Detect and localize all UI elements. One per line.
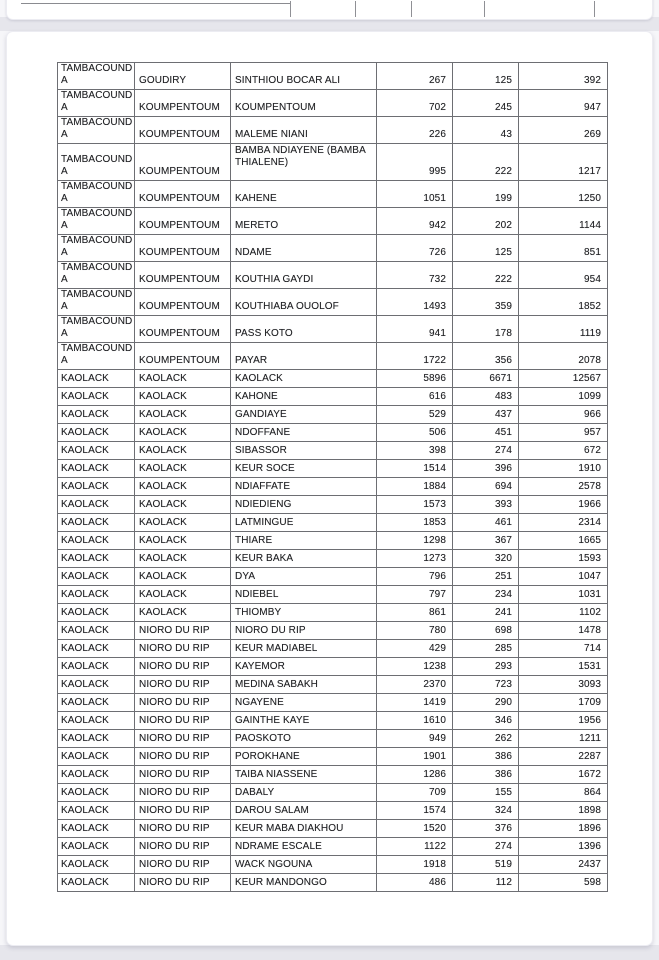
- cell-value-2: 519: [453, 856, 519, 874]
- table-row: [58, 604, 608, 622]
- cell-value-3: 864: [519, 784, 608, 802]
- cell-value-1: 529: [377, 406, 453, 424]
- table-row: [58, 550, 608, 568]
- cell-commune: MERETO: [231, 208, 377, 235]
- cell-region: KAOLACK: [58, 496, 135, 514]
- cell-value-2: 290: [453, 694, 519, 712]
- cell-value-1: 1273: [377, 550, 453, 568]
- table-row: [58, 532, 608, 550]
- cell-department: KAOLACK: [135, 496, 231, 514]
- cell-value-2: 694: [453, 478, 519, 496]
- table-row: [58, 424, 608, 442]
- table-row: [58, 496, 608, 514]
- cell-commune: KEUR BAKA: [231, 550, 377, 568]
- cell-value-3: 1047: [519, 568, 608, 586]
- cell-department: KOUMPENTOUM: [135, 316, 231, 343]
- table-row: [58, 874, 608, 892]
- data-table: [57, 62, 608, 892]
- table-row: [58, 712, 608, 730]
- cell-department: KOUMPENTOUM: [135, 90, 231, 117]
- cell-value-1: 429: [377, 640, 453, 658]
- table-row: [58, 730, 608, 748]
- cell-department: KAOLACK: [135, 568, 231, 586]
- cell-department: KAOLACK: [135, 460, 231, 478]
- cell-region: KAOLACK: [58, 856, 135, 874]
- cell-value-1: 1722: [377, 343, 453, 370]
- cell-value-3: 1966: [519, 496, 608, 514]
- cell-commune: KAHENE: [231, 181, 377, 208]
- cell-value-2: 393: [453, 496, 519, 514]
- cell-department: KAOLACK: [135, 442, 231, 460]
- cell-region: TAMBACOUNDA: [58, 316, 135, 343]
- cell-value-1: 1298: [377, 532, 453, 550]
- cell-department: KOUMPENTOUM: [135, 117, 231, 144]
- table-row: [58, 208, 608, 235]
- cell-value-2: 320: [453, 550, 519, 568]
- cell-value-3: 2578: [519, 478, 608, 496]
- cell-region: TAMBACOUNDA: [58, 343, 135, 370]
- cell-value-1: 732: [377, 262, 453, 289]
- cell-department: GOUDIRY: [135, 63, 231, 90]
- cell-commune: BAMBA NDIAYENE (BAMBA THIALENE): [231, 144, 377, 181]
- cell-value-1: 1901: [377, 748, 453, 766]
- cell-value-2: 698: [453, 622, 519, 640]
- cell-value-1: 1574: [377, 802, 453, 820]
- cell-commune: NDAME: [231, 235, 377, 262]
- cell-region: KAOLACK: [58, 424, 135, 442]
- cell-value-3: 12567: [519, 370, 608, 388]
- table-row: [58, 144, 608, 181]
- cell-value-3: 1478: [519, 622, 608, 640]
- table-row: [58, 117, 608, 144]
- cell-value-3: 2078: [519, 343, 608, 370]
- cell-commune: TAIBA NIASSENE: [231, 766, 377, 784]
- table-row: [58, 289, 608, 316]
- cell-region: TAMBACOUNDA: [58, 262, 135, 289]
- cell-value-1: 1122: [377, 838, 453, 856]
- cell-commune: NDIAFFATE: [231, 478, 377, 496]
- cell-region: KAOLACK: [58, 712, 135, 730]
- cell-value-3: 851: [519, 235, 608, 262]
- cell-commune: MALEME NIANI: [231, 117, 377, 144]
- cell-department: NIORO DU RIP: [135, 640, 231, 658]
- cell-value-3: 1896: [519, 820, 608, 838]
- cell-value-2: 245: [453, 90, 519, 117]
- cell-department: KAOLACK: [135, 388, 231, 406]
- cell-department: KOUMPENTOUM: [135, 262, 231, 289]
- table-row: [58, 235, 608, 262]
- cell-value-3: 1211: [519, 730, 608, 748]
- cell-value-2: 274: [453, 442, 519, 460]
- cell-commune: KOUTHIABA OUOLOF: [231, 289, 377, 316]
- cell-department: NIORO DU RIP: [135, 712, 231, 730]
- cell-department: KAOLACK: [135, 604, 231, 622]
- cell-value-2: 324: [453, 802, 519, 820]
- previous-table-column-line: [594, 1, 595, 17]
- table-row: [58, 90, 608, 117]
- table-row: [58, 568, 608, 586]
- cell-commune: KEUR SOCE: [231, 460, 377, 478]
- previous-table-column-line: [355, 1, 356, 17]
- cell-region: KAOLACK: [58, 820, 135, 838]
- cell-region: KAOLACK: [58, 478, 135, 496]
- cell-value-2: 125: [453, 235, 519, 262]
- cell-value-3: 672: [519, 442, 608, 460]
- cell-value-2: 251: [453, 568, 519, 586]
- cell-value-1: 1853: [377, 514, 453, 532]
- cell-value-1: 942: [377, 208, 453, 235]
- table-row: [58, 766, 608, 784]
- table-row: [58, 388, 608, 406]
- cell-commune: THIOMBY: [231, 604, 377, 622]
- cell-value-2: 386: [453, 748, 519, 766]
- cell-commune: NIORO DU RIP: [231, 622, 377, 640]
- cell-department: KAOLACK: [135, 406, 231, 424]
- cell-commune: NGAYENE: [231, 694, 377, 712]
- cell-value-3: 1250: [519, 181, 608, 208]
- cell-value-1: 1918: [377, 856, 453, 874]
- previous-table-column-line: [411, 1, 412, 17]
- cell-value-1: 780: [377, 622, 453, 640]
- table-row: [58, 640, 608, 658]
- cell-value-2: 451: [453, 424, 519, 442]
- cell-department: KOUMPENTOUM: [135, 343, 231, 370]
- cell-value-3: 1396: [519, 838, 608, 856]
- cell-value-3: 1898: [519, 802, 608, 820]
- cell-department: NIORO DU RIP: [135, 820, 231, 838]
- cell-commune: KEUR MANDONGO: [231, 874, 377, 892]
- cell-commune: DAROU SALAM: [231, 802, 377, 820]
- cell-value-1: 2370: [377, 676, 453, 694]
- cell-region: TAMBACOUNDA: [58, 208, 135, 235]
- cell-region: KAOLACK: [58, 838, 135, 856]
- cell-value-3: 957: [519, 424, 608, 442]
- cell-value-3: 714: [519, 640, 608, 658]
- cell-region: KAOLACK: [58, 532, 135, 550]
- cell-region: KAOLACK: [58, 658, 135, 676]
- cell-value-3: 2437: [519, 856, 608, 874]
- cell-value-1: 1610: [377, 712, 453, 730]
- cell-value-2: 43: [453, 117, 519, 144]
- cell-region: TAMBACOUNDA: [58, 181, 135, 208]
- cell-department: NIORO DU RIP: [135, 622, 231, 640]
- table-row: [58, 514, 608, 532]
- cell-value-2: 293: [453, 658, 519, 676]
- cell-region: TAMBACOUNDA: [58, 289, 135, 316]
- cell-value-2: 178: [453, 316, 519, 343]
- cell-department: KAOLACK: [135, 532, 231, 550]
- cell-value-1: 226: [377, 117, 453, 144]
- cell-region: KAOLACK: [58, 406, 135, 424]
- cell-value-2: 346: [453, 712, 519, 730]
- cell-value-3: 1217: [519, 144, 608, 181]
- cell-value-2: 386: [453, 766, 519, 784]
- cell-value-1: 506: [377, 424, 453, 442]
- cell-value-1: 861: [377, 604, 453, 622]
- table-row: [58, 478, 608, 496]
- table-body: [58, 63, 608, 892]
- cell-department: NIORO DU RIP: [135, 730, 231, 748]
- cell-commune: NDRAME ESCALE: [231, 838, 377, 856]
- cell-value-1: 1051: [377, 181, 453, 208]
- cell-value-2: 202: [453, 208, 519, 235]
- cell-commune: KOUMPENTOUM: [231, 90, 377, 117]
- cell-region: TAMBACOUNDA: [58, 235, 135, 262]
- cell-commune: PASS KOTO: [231, 316, 377, 343]
- table-row: [58, 316, 608, 343]
- cell-department: NIORO DU RIP: [135, 874, 231, 892]
- cell-value-2: 262: [453, 730, 519, 748]
- cell-value-2: 222: [453, 262, 519, 289]
- cell-commune: POROKHANE: [231, 748, 377, 766]
- cell-value-1: 5896: [377, 370, 453, 388]
- cell-region: KAOLACK: [58, 442, 135, 460]
- cell-region: TAMBACOUNDA: [58, 90, 135, 117]
- cell-region: KAOLACK: [58, 748, 135, 766]
- cell-region: KAOLACK: [58, 622, 135, 640]
- cell-department: KOUMPENTOUM: [135, 181, 231, 208]
- cell-value-3: 1102: [519, 604, 608, 622]
- table-row: [58, 622, 608, 640]
- cell-region: KAOLACK: [58, 874, 135, 892]
- cell-value-1: 1573: [377, 496, 453, 514]
- cell-value-2: 285: [453, 640, 519, 658]
- cell-value-2: 437: [453, 406, 519, 424]
- cell-commune: DABALY: [231, 784, 377, 802]
- table-row: [58, 802, 608, 820]
- table-row: [58, 370, 608, 388]
- cell-value-2: 155: [453, 784, 519, 802]
- cell-department: KAOLACK: [135, 478, 231, 496]
- table-row: [58, 676, 608, 694]
- cell-value-1: 616: [377, 388, 453, 406]
- cell-region: KAOLACK: [58, 640, 135, 658]
- cell-value-1: 1520: [377, 820, 453, 838]
- table-row: [58, 586, 608, 604]
- cell-department: KAOLACK: [135, 514, 231, 532]
- previous-page-edge: [6, 0, 653, 20]
- cell-region: KAOLACK: [58, 370, 135, 388]
- cell-value-3: 1144: [519, 208, 608, 235]
- table-row: [58, 838, 608, 856]
- cell-value-3: 1709: [519, 694, 608, 712]
- table-row: [58, 406, 608, 424]
- cell-department: KOUMPENTOUM: [135, 208, 231, 235]
- cell-value-1: 995: [377, 144, 453, 181]
- cell-value-1: 949: [377, 730, 453, 748]
- cell-value-3: 2314: [519, 514, 608, 532]
- cell-value-3: 598: [519, 874, 608, 892]
- cell-value-2: 241: [453, 604, 519, 622]
- cell-region: KAOLACK: [58, 514, 135, 532]
- cell-region: KAOLACK: [58, 550, 135, 568]
- viewer-bottom-margin: [0, 945, 659, 960]
- cell-value-2: 461: [453, 514, 519, 532]
- cell-department: KOUMPENTOUM: [135, 289, 231, 316]
- cell-value-3: 2287: [519, 748, 608, 766]
- cell-value-3: 1672: [519, 766, 608, 784]
- table-row: [58, 460, 608, 478]
- cell-value-3: 269: [519, 117, 608, 144]
- cell-region: TAMBACOUNDA: [58, 144, 135, 181]
- cell-value-1: 486: [377, 874, 453, 892]
- cell-region: KAOLACK: [58, 604, 135, 622]
- cell-department: NIORO DU RIP: [135, 766, 231, 784]
- cell-department: KAOLACK: [135, 550, 231, 568]
- cell-value-2: 6671: [453, 370, 519, 388]
- cell-commune: SIBASSOR: [231, 442, 377, 460]
- document-page: [6, 31, 653, 946]
- cell-value-1: 1493: [377, 289, 453, 316]
- cell-department: KAOLACK: [135, 586, 231, 604]
- cell-value-2: 359: [453, 289, 519, 316]
- previous-table-column-line: [290, 1, 291, 17]
- cell-region: KAOLACK: [58, 586, 135, 604]
- cell-value-3: 1852: [519, 289, 608, 316]
- cell-value-2: 112: [453, 874, 519, 892]
- cell-value-2: 376: [453, 820, 519, 838]
- table-row: [58, 856, 608, 874]
- cell-department: KOUMPENTOUM: [135, 144, 231, 181]
- cell-value-3: 1593: [519, 550, 608, 568]
- cell-value-1: 1419: [377, 694, 453, 712]
- table-row: [58, 658, 608, 676]
- cell-value-3: 392: [519, 63, 608, 90]
- cell-value-2: 222: [453, 144, 519, 181]
- cell-value-3: 1031: [519, 586, 608, 604]
- cell-department: NIORO DU RIP: [135, 694, 231, 712]
- cell-region: KAOLACK: [58, 784, 135, 802]
- cell-value-1: 398: [377, 442, 453, 460]
- cell-value-3: 966: [519, 406, 608, 424]
- cell-department: NIORO DU RIP: [135, 856, 231, 874]
- cell-commune: SINTHIOU BOCAR ALI: [231, 63, 377, 90]
- cell-commune: NDOFFANE: [231, 424, 377, 442]
- previous-table-column-line: [484, 1, 485, 17]
- cell-commune: LATMINGUE: [231, 514, 377, 532]
- cell-region: KAOLACK: [58, 568, 135, 586]
- cell-value-3: 947: [519, 90, 608, 117]
- table-row: [58, 784, 608, 802]
- cell-value-3: 3093: [519, 676, 608, 694]
- cell-commune: NDIEDIENG: [231, 496, 377, 514]
- cell-commune: KOUTHIA GAYDI: [231, 262, 377, 289]
- cell-value-3: 1099: [519, 388, 608, 406]
- cell-value-1: 709: [377, 784, 453, 802]
- cell-commune: DYA: [231, 568, 377, 586]
- cell-commune: THIARE: [231, 532, 377, 550]
- cell-value-1: 1514: [377, 460, 453, 478]
- cell-value-2: 367: [453, 532, 519, 550]
- cell-commune: KAHONE: [231, 388, 377, 406]
- cell-region: KAOLACK: [58, 676, 135, 694]
- cell-value-2: 274: [453, 838, 519, 856]
- cell-value-1: 1286: [377, 766, 453, 784]
- cell-region: TAMBACOUNDA: [58, 63, 135, 90]
- cell-value-3: 1665: [519, 532, 608, 550]
- cell-value-3: 1119: [519, 316, 608, 343]
- cell-department: NIORO DU RIP: [135, 802, 231, 820]
- cell-value-2: 356: [453, 343, 519, 370]
- cell-region: KAOLACK: [58, 694, 135, 712]
- cell-value-3: 1531: [519, 658, 608, 676]
- cell-region: TAMBACOUNDA: [58, 117, 135, 144]
- cell-value-2: 234: [453, 586, 519, 604]
- cell-commune: KEUR MADIABEL: [231, 640, 377, 658]
- cell-commune: GANDIAYE: [231, 406, 377, 424]
- cell-region: KAOLACK: [58, 766, 135, 784]
- table-row: [58, 748, 608, 766]
- cell-department: NIORO DU RIP: [135, 784, 231, 802]
- cell-commune: KAOLACK: [231, 370, 377, 388]
- cell-department: KOUMPENTOUM: [135, 235, 231, 262]
- cell-value-2: 396: [453, 460, 519, 478]
- cell-department: NIORO DU RIP: [135, 676, 231, 694]
- cell-value-3: 954: [519, 262, 608, 289]
- cell-region: KAOLACK: [58, 388, 135, 406]
- cell-value-1: 702: [377, 90, 453, 117]
- cell-department: NIORO DU RIP: [135, 838, 231, 856]
- table-row: [58, 694, 608, 712]
- cell-value-2: 483: [453, 388, 519, 406]
- cell-region: KAOLACK: [58, 802, 135, 820]
- previous-table-bottom-border: [21, 3, 291, 4]
- table-row: [58, 442, 608, 460]
- cell-value-1: 726: [377, 235, 453, 262]
- cell-value-3: 1956: [519, 712, 608, 730]
- cell-commune: PAOSKOTO: [231, 730, 377, 748]
- cell-value-2: 199: [453, 181, 519, 208]
- cell-commune: MEDINA SABAKH: [231, 676, 377, 694]
- cell-value-1: 941: [377, 316, 453, 343]
- cell-value-2: 125: [453, 63, 519, 90]
- cell-value-2: 723: [453, 676, 519, 694]
- cell-department: NIORO DU RIP: [135, 658, 231, 676]
- cell-value-3: 1910: [519, 460, 608, 478]
- table-row: [58, 63, 608, 90]
- table-row: [58, 181, 608, 208]
- cell-value-1: 1238: [377, 658, 453, 676]
- cell-value-1: 796: [377, 568, 453, 586]
- cell-value-1: 797: [377, 586, 453, 604]
- cell-region: KAOLACK: [58, 460, 135, 478]
- cell-region: KAOLACK: [58, 730, 135, 748]
- cell-value-1: 1884: [377, 478, 453, 496]
- cell-commune: PAYAR: [231, 343, 377, 370]
- cell-commune: WACK NGOUNA: [231, 856, 377, 874]
- cell-commune: NDIEBEL: [231, 586, 377, 604]
- table-row: [58, 820, 608, 838]
- cell-department: KAOLACK: [135, 424, 231, 442]
- cell-value-1: 267: [377, 63, 453, 90]
- cell-commune: GAINTHE KAYE: [231, 712, 377, 730]
- cell-commune: KEUR MABA DIAKHOU: [231, 820, 377, 838]
- cell-commune: KAYEMOR: [231, 658, 377, 676]
- table-row: [58, 262, 608, 289]
- cell-department: KAOLACK: [135, 370, 231, 388]
- table-row: [58, 343, 608, 370]
- cell-department: NIORO DU RIP: [135, 748, 231, 766]
